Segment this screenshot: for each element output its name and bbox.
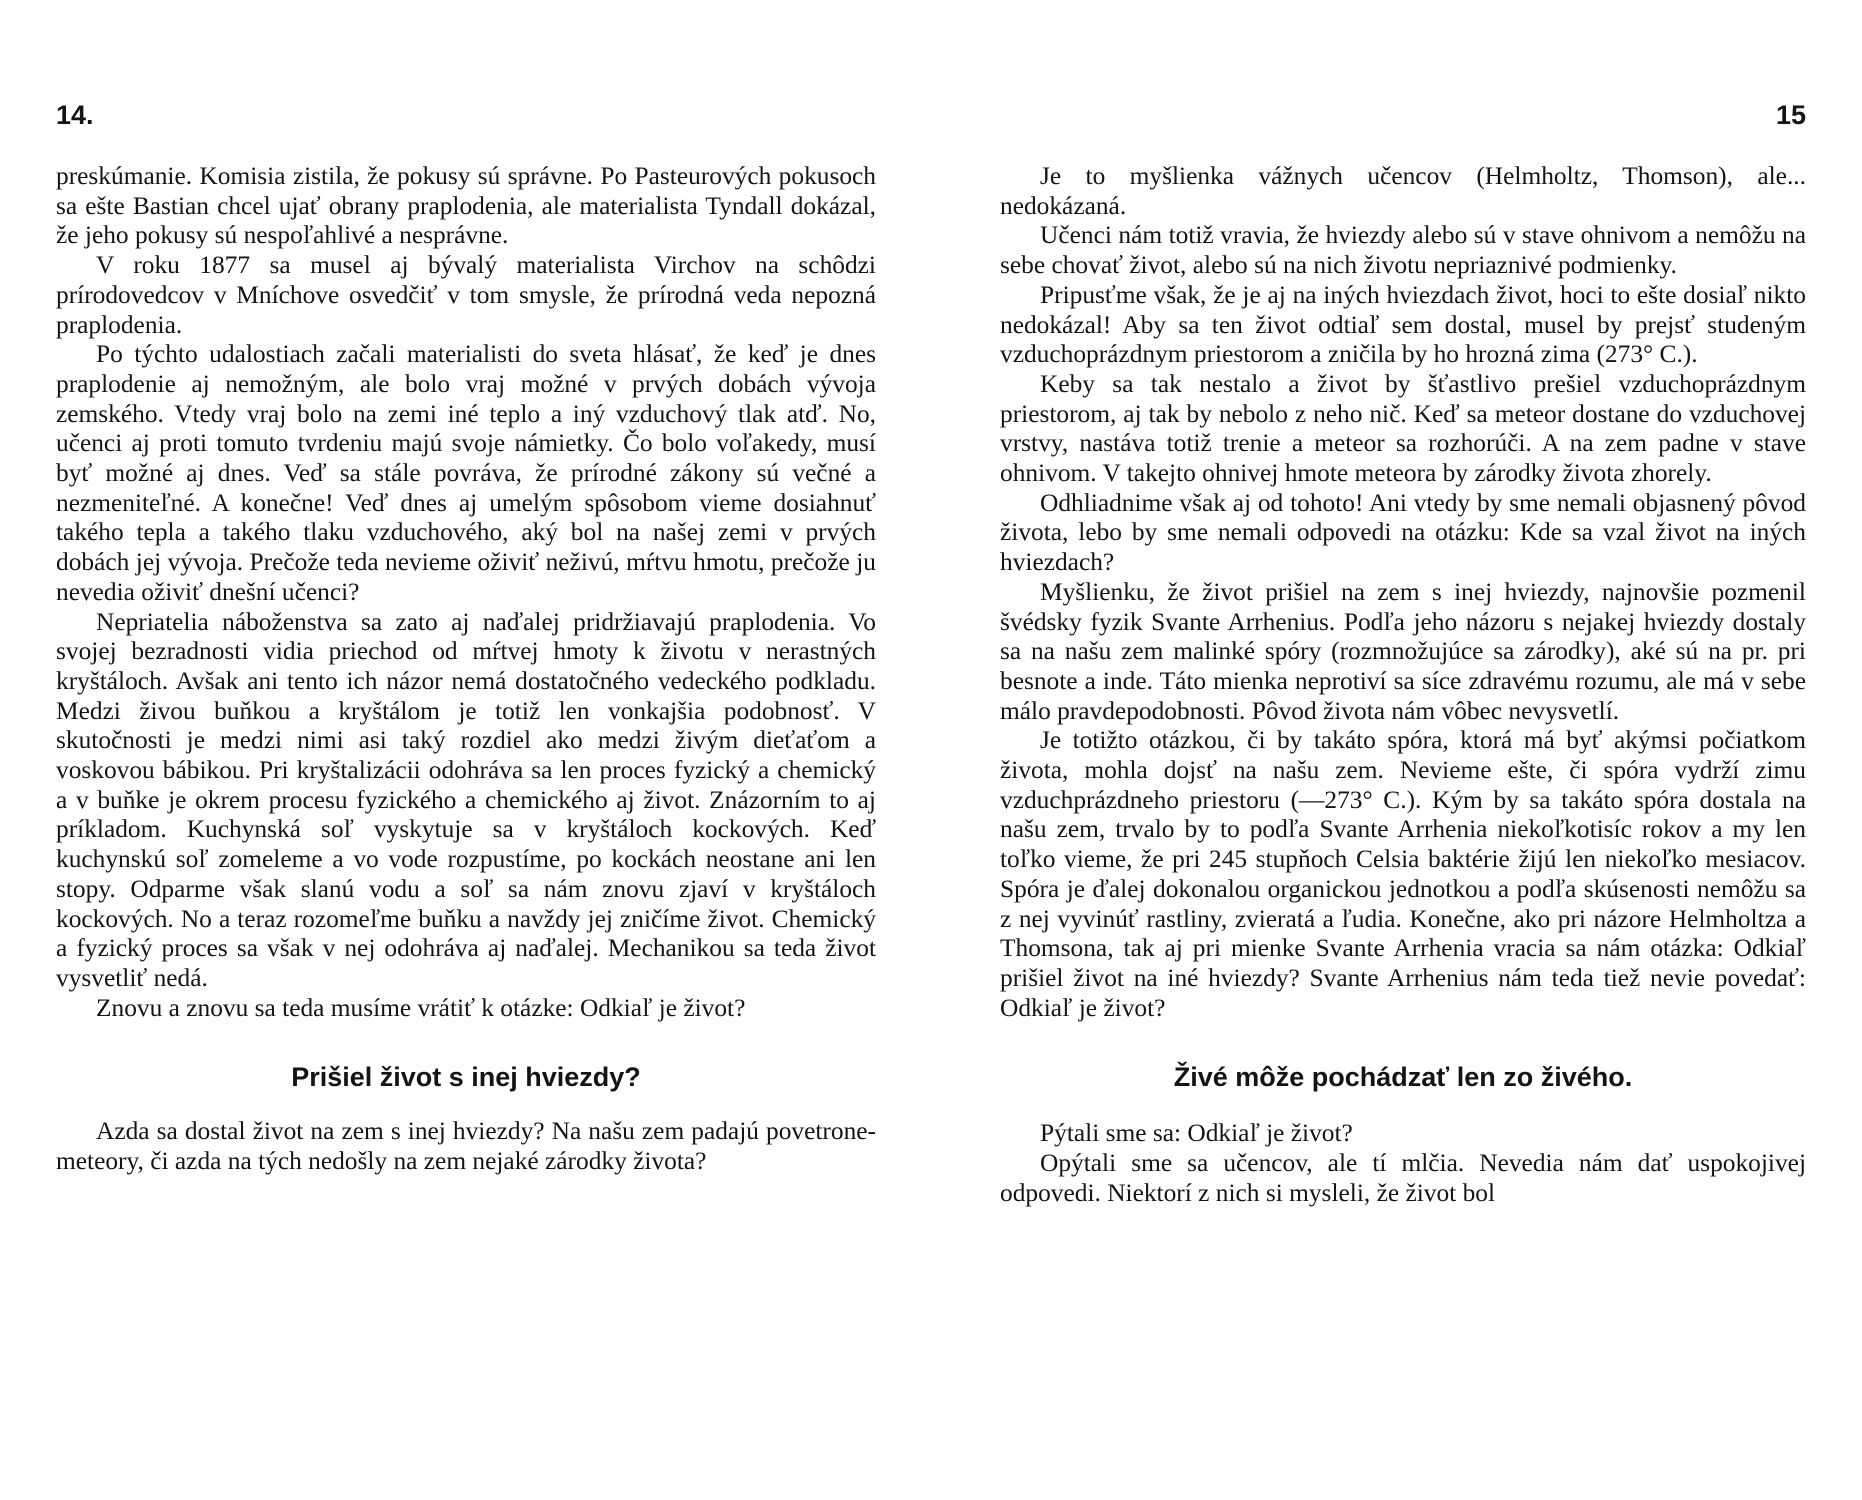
- left-page-body: [56, 162, 876, 1177]
- page-number-right: 15: [1775, 100, 1806, 130]
- paragraph: Pýtali sme sa: Odkiaľ je život?: [1040, 1119, 1353, 1148]
- paragraph: Nepriatelia náboženstva sa zato aj naďalej pridržiavajú praplodenia. Vo svojej bezradnosti vidia priechod od mŕtvej hmoty k životu v nerastných kryštáloch. Avšak ani tento ich názor nemá dostatočného vedeckého podkladu. Medzi živou buňkou a kryštálom je totiž len vonkajšia podobnosť. V skutočnosti je medzi nimi asi taký rozdiel ako medzi živým dieťaťom a voskovou bábikou. Pri kryštalizácii odohráva sa len proces fyzický a chemický a v buňke je okrem procesu fyzického a chemického aj život. Znázorním to aj príkladom. Kuchynská soľ vyskytuje sa v kryštáloch kockových. Keď kuchynskú soľ zomeleme a vo vode rozpustíme, po kockách neostane ani len stopy. Odparme však slanú vodu a soľ sa nám znovu zjaví v kryštáloch kockových. No a teraz rozomeľme buňku a navždy jej zničíme život. Chemický a fyzický proces sa však v nej odohráva aj naďalej. Mechanikou sa teda život vysvetliť nedá.: [56, 607, 876, 992]
- paragraph: Azda sa dostal život na zem s inej hviezdy? Na našu zem padajú povetrone-meteory, či azda na tých nedošly na zem nejaké zárodky života?: [56, 1117, 876, 1176]
- paragraph: Myšlienku, že život prišiel na zem s inej hviezdy, najnovšie pozmenil švédsky fyzik Svante Arrhenius. Podľa jeho názoru s nejakej hviezdy dostaly sa na našu zem malinké spóry (rozmnožujúce sa zárodky), aké sú na pr. pri besnote a inde. Táto mienka neprotiví sa síce zdravému rozumu, ale má v sebe málo pravdepodobnosti. Pôvod života nám vôbec nevysvetlí.: [1000, 577, 1806, 725]
- paragraph: Pripusťme však, že je aj na iných hviezdach život, hoci to ešte dosiaľ nikto nedokázal! Aby sa ten život odtiaľ sem dostal, musel by prejsť studeným vzduchoprázdnym priestorom a zničila by ho hrozná zima (273° C.).: [1000, 280, 1806, 369]
- paragraph: Opýtali sme sa učencov, ale tí mlčia. Nevedia nám dať uspokojivej odpovedi. Niektorí z nich si mysleli, že život bol: [1000, 1149, 1806, 1207]
- paragraph: Po týchto udalostiach začali materialisti do sveta hlásať, že keď je dnes praplodenie aj nemožným, ale bolo vraj možné v prvých dobách vývoja zemského. Vtedy vraj bolo na zemi iné teplo a iný vzduchový tlak atď. No, učenci aj proti tomuto tvrdeniu majú svoje námietky. Čo bolo voľakedy, musí byť možné aj dnes. Veď sa stále povráva, že prírodné zákony sú večné a nezmeniteľné. A konečne! Veď dnes aj umelým spôsobom vieme dosiahnuť takého tepla a takého tlaku vzduchového, aký bol na našej zemi v prvých dobách jej vývoja. Prečože teda nevieme oživiť neživú, mŕtvu hmotu, prečože ju nevedia oživiť dnešní učenci?: [56, 340, 876, 606]
- paragraph: Odhliadnime však aj od tohoto! Ani vtedy by sme nemali objasnený pôvod života, lebo by sme nemali odpovedi na otázku: Kde sa vzal život na iných hviezdach?: [1000, 488, 1806, 577]
- section-heading: Živé môže pochádzať len zo živého.: [1173, 1062, 1633, 1093]
- paragraph: Je to myšlienka vážnych učencov (Helmholtz, Thomson), ale... nedokázaná.: [1000, 162, 1806, 220]
- paragraph: Keby sa tak nestalo a život by šťastlivo prešiel vzduchoprázdnym priestorom, aj tak by nebolo z neho nič. Keď sa meteor dostane do vzduchovej vrstvy, nastáva totiž trenie a meteor sa rozhorúči. A na zem padne v stave ohnivom. V takejto ohnivej hmote meteora by zárodky života zhorely.: [1000, 369, 1806, 488]
- paragraph: V roku 1877 sa musel aj bývalý materialista Virchov na schôdzi prírodovedcov v Mníchove osvedčiť v tom smysle, že prírodná veda nepozná praplodenia.: [56, 251, 876, 339]
- paragraph: Znovu a znovu sa teda musíme vrátiť k otázke: Odkiaľ je život?: [96, 993, 746, 1022]
- paragraph: Učenci nám totiž vravia, že hviezdy alebo sú v stave ohnivom a nemôžu na sebe chovať život, alebo sú na nich životu nepriaznivé podmienky.: [1000, 221, 1806, 280]
- section-heading: Prišiel život s inej hviezdy?: [291, 1062, 641, 1093]
- page-number-left: 14.: [56, 100, 94, 130]
- paragraph: preskúmanie. Komisia zistila, že pokusy sú správne. Po Pasteurových pokusoch sa ešte Bastian chcel ujať obrany praplodenia, ale materialista Tyndall dokázal, že jeho pokusy sú nespoľahlivé a nesprávne.: [56, 162, 876, 250]
- right-page-body: [1000, 162, 1806, 1209]
- paragraph: Je totižto otázkou, či by takáto spóra, ktorá má byť akýmsi počiatkom života, mohla dojsť na našu zem. Nevieme ešte, či spóra vydrží zimu vzduchprázdneho priestoru (—273° C.). Kým by sa takáto spóra dostala na našu zem, trvalo by to podľa Svante Arrhenia niekoľkotisíc rokov a my len toľko vieme, že pri 245 stupňoch Celsia baktérie žijú len niekoľko mesiacov. Spóra je ďalej dokonalou organickou jednotkou a podľa skúsenosti nemôžu sa z nej vyvinúť rastliny, zvieratá a ľudia. Konečne, ako pri názore Helmholtza a Thomsona, tak aj pri mienke Svante Arrhenia vracia sa nám otázka: Odkiaľ prišiel život na iné hviezdy? Svante Arrhenius nám teda tiež nevie povedať: Odkiaľ je život?: [1000, 726, 1806, 1022]
